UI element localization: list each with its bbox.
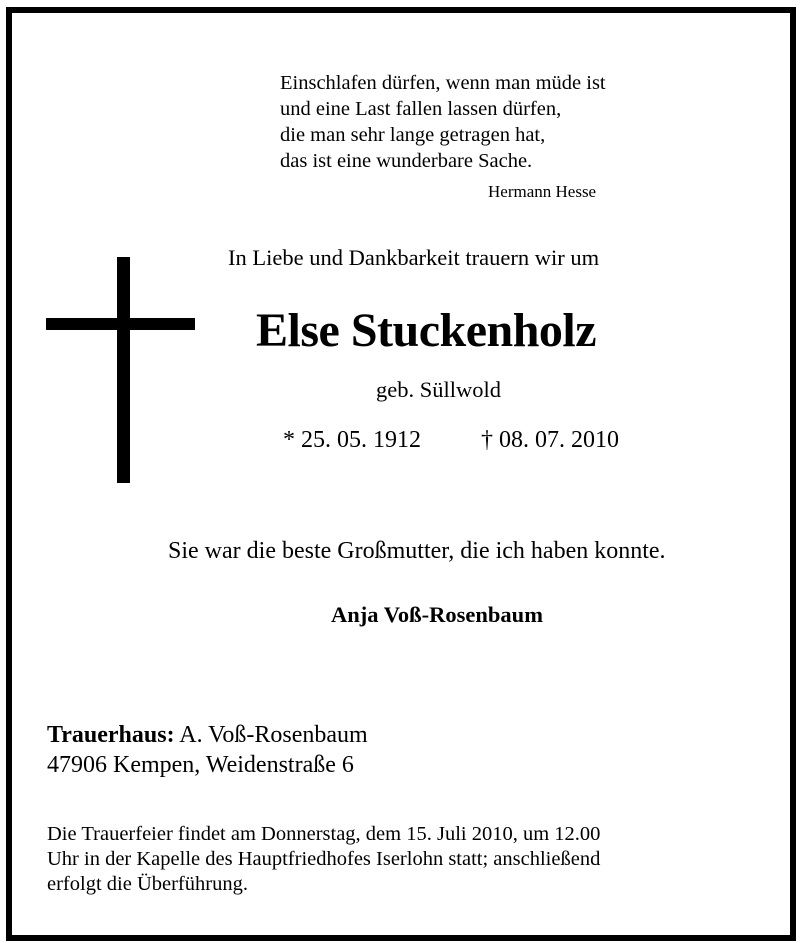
notice-line: Uhr in der Kapelle des Hauptfriedhofes Iserlohn statt; anschließend — [47, 848, 601, 870]
address-name: A. Voß-Rosenbaum — [174, 722, 368, 748]
poem-line: und eine Last fallen lassen dürfen, — [280, 98, 562, 120]
intro-text: In Liebe und Dankbarkeit trauern wir um — [228, 245, 600, 270]
funeral-notice — [47, 822, 600, 897]
cross-horizontal-bar — [46, 318, 195, 330]
address-city-line: 47906 Kempen, Weidenstraße 6 — [47, 752, 354, 778]
address-line — [47, 720, 368, 750]
cross-vertical-bar — [117, 257, 130, 483]
poem-author: Hermann Hesse — [488, 182, 597, 201]
poem-line: die man sehr lange getragen hat, — [280, 124, 546, 146]
mourning-house-address — [47, 720, 368, 780]
poem-line: das ist eine wunderbare Sache. — [280, 150, 533, 172]
deceased-name: Else Stuckenholz — [256, 304, 597, 357]
notice-line: Die Trauerfeier findet am Donnerstag, dem 15. Juli 2010, um 12.00 — [47, 823, 601, 845]
tribute-text: Sie war die beste Großmutter, die ich haben konnte. — [168, 538, 666, 564]
poem — [280, 70, 606, 174]
maiden-name: geb. Süllwold — [376, 377, 502, 402]
birth-date: * 25. 05. 1912 — [283, 427, 421, 453]
poem-line: Einschlafen dürfen, wenn man müde ist — [280, 72, 606, 94]
death-date: † 08. 07. 2010 — [481, 427, 619, 453]
address-label: Trauerhaus: — [47, 722, 175, 748]
notice-line: erfolgt die Überführung. — [47, 873, 248, 895]
signer-name: Anja Voß-Rosenbaum — [331, 602, 543, 627]
